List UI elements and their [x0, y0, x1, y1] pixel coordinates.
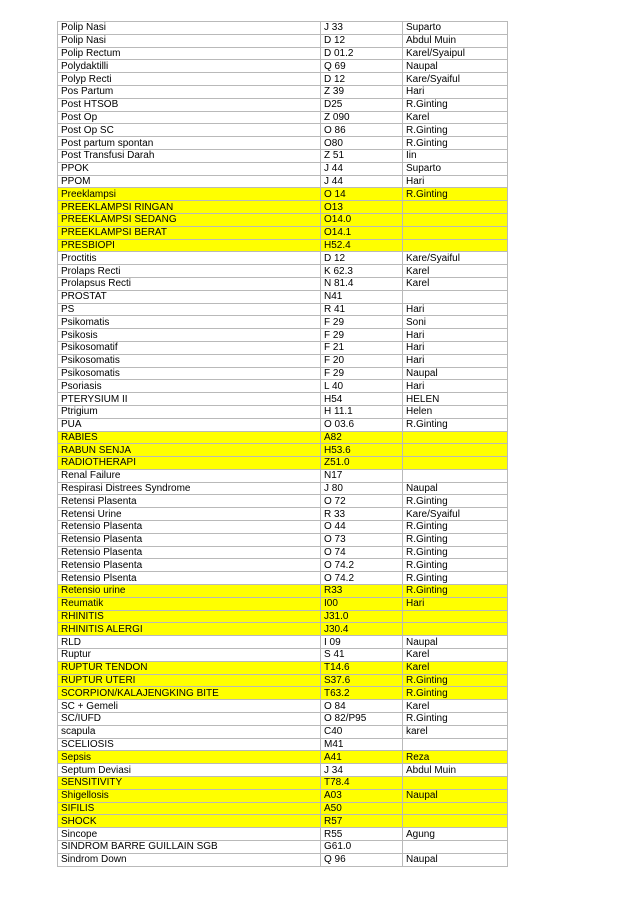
diagnosis-name-cell: Polip Nasi: [58, 22, 321, 35]
table-row: [58, 201, 508, 214]
icd-code-cell: H52.4: [321, 239, 403, 252]
table-row: [58, 162, 508, 175]
table-row: [58, 226, 508, 239]
icd-code-cell: O 86: [321, 124, 403, 137]
assignee-cell: [403, 444, 508, 457]
icd-code-cell: K 62.3: [321, 265, 403, 278]
icd-code-cell: F 29: [321, 329, 403, 342]
diagnosis-name-cell: Psoriasis: [58, 380, 321, 393]
diagnosis-name-cell: Post HTSOB: [58, 98, 321, 111]
table-row: [58, 303, 508, 316]
icd-code-cell: R 33: [321, 508, 403, 521]
diagnosis-name-cell: Polydaktilli: [58, 60, 321, 73]
assignee-cell: Karel/Syaipul: [403, 47, 508, 60]
assignee-cell: R.Ginting: [403, 674, 508, 687]
assignee-cell: Hari: [403, 329, 508, 342]
table-row: [58, 585, 508, 598]
table-row: [58, 802, 508, 815]
diagnosis-name-cell: RABUN SENJA: [58, 444, 321, 457]
table-row: [58, 700, 508, 713]
assignee-cell: Karel: [403, 700, 508, 713]
diagnosis-name-cell: Psikosomatis: [58, 354, 321, 367]
table-row: [58, 34, 508, 47]
table-row: [58, 713, 508, 726]
diagnosis-name-cell: Shigellosis: [58, 789, 321, 802]
icd-code-cell: J 44: [321, 175, 403, 188]
diagnosis-name-cell: PRESBIOPI: [58, 239, 321, 252]
icd-code-cell: R33: [321, 585, 403, 598]
icd-code-cell: D 01.2: [321, 47, 403, 60]
icd-code-cell: D 12: [321, 34, 403, 47]
assignee-cell: R.Ginting: [403, 687, 508, 700]
diagnosis-name-cell: RHINITIS: [58, 610, 321, 623]
diagnosis-name-cell: Retensio Plasenta: [58, 559, 321, 572]
diagnosis-name-cell: Retensio Plsenta: [58, 572, 321, 585]
assignee-cell: [403, 610, 508, 623]
table-row: [58, 495, 508, 508]
diagnosis-name-cell: Prolapsus Recti: [58, 277, 321, 290]
diagnosis-name-cell: RABIES: [58, 431, 321, 444]
icd-code-cell: D 12: [321, 73, 403, 86]
table-row: [58, 149, 508, 162]
diagnosis-name-cell: PTERYSIUM II: [58, 393, 321, 406]
diagnosis-name-cell: Retensio Plasenta: [58, 546, 321, 559]
assignee-cell: Naupal: [403, 60, 508, 73]
assignee-cell: Helen: [403, 405, 508, 418]
assignee-cell: [403, 457, 508, 470]
assignee-cell: Iin: [403, 149, 508, 162]
diagnosis-name-cell: Retensi Plasenta: [58, 495, 321, 508]
assignee-cell: R.Ginting: [403, 572, 508, 585]
diagnosis-name-cell: Psikosomatis: [58, 367, 321, 380]
assignee-cell: Hari: [403, 303, 508, 316]
table-row: [58, 213, 508, 226]
icd-code-cell: H 11.1: [321, 405, 403, 418]
table-row: [58, 405, 508, 418]
icd-code-cell: J31.0: [321, 610, 403, 623]
diagnosis-name-cell: RHINITIS ALERGI: [58, 623, 321, 636]
table-row: [58, 60, 508, 73]
table-row: [58, 597, 508, 610]
icd-code-cell: Z 090: [321, 111, 403, 124]
table-row: [58, 521, 508, 534]
diagnosis-name-cell: RUPTUR TENDON: [58, 661, 321, 674]
assignee-cell: Hari: [403, 380, 508, 393]
assignee-cell: Suparto: [403, 22, 508, 35]
table-row: [58, 252, 508, 265]
icd-code-cell: Z51.0: [321, 457, 403, 470]
assignee-cell: Karel: [403, 661, 508, 674]
icd-code-cell: Z 39: [321, 85, 403, 98]
table-row: [58, 777, 508, 790]
icd-code-cell: T63.2: [321, 687, 403, 700]
assignee-cell: [403, 239, 508, 252]
table-row: [58, 85, 508, 98]
assignee-cell: [403, 841, 508, 854]
diagnosis-name-cell: PREEKLAMPSI RINGAN: [58, 201, 321, 214]
table-row: [58, 789, 508, 802]
icd-code-cell: F 29: [321, 316, 403, 329]
assignee-cell: R.Ginting: [403, 713, 508, 726]
diagnosis-name-cell: Sindrom Down: [58, 853, 321, 866]
icd-code-cell: Q 69: [321, 60, 403, 73]
icd-code-cell: O 74.2: [321, 572, 403, 585]
icd-code-cell: R 41: [321, 303, 403, 316]
icd-code-cell: J 44: [321, 162, 403, 175]
icd-code-cell: O 14: [321, 188, 403, 201]
assignee-cell: [403, 738, 508, 751]
icd-code-cell: A50: [321, 802, 403, 815]
diagnosis-name-cell: Post Op SC: [58, 124, 321, 137]
assignee-cell: R.Ginting: [403, 137, 508, 150]
table-row: [58, 418, 508, 431]
diagnosis-name-cell: Psikosis: [58, 329, 321, 342]
table-row: [58, 546, 508, 559]
icd-code-cell: Q 96: [321, 853, 403, 866]
icd-code-cell: T14.6: [321, 661, 403, 674]
table-row: [58, 137, 508, 150]
assignee-cell: Reza: [403, 751, 508, 764]
icd-code-cell: F 20: [321, 354, 403, 367]
assignee-cell: karel: [403, 725, 508, 738]
icd-code-cell: G61.0: [321, 841, 403, 854]
icd-code-cell: A03: [321, 789, 403, 802]
table-row: [58, 508, 508, 521]
table-row: [58, 47, 508, 60]
diagnosis-name-cell: PREEKLAMPSI BERAT: [58, 226, 321, 239]
icd-code-cell: T78.4: [321, 777, 403, 790]
assignee-cell: [403, 213, 508, 226]
icd-code-cell: H53.6: [321, 444, 403, 457]
table-row: [58, 853, 508, 866]
table-row: [58, 469, 508, 482]
assignee-cell: [403, 469, 508, 482]
table-row: [58, 431, 508, 444]
diagnosis-code-table: [57, 21, 508, 867]
icd-code-cell: O 82/P95: [321, 713, 403, 726]
assignee-cell: [403, 623, 508, 636]
diagnosis-name-cell: SC/IUFD: [58, 713, 321, 726]
table-row: [58, 175, 508, 188]
icd-code-cell: R57: [321, 815, 403, 828]
assignee-cell: Kare/Syaiful: [403, 252, 508, 265]
table-row: [58, 687, 508, 700]
diagnosis-name-cell: Sincope: [58, 828, 321, 841]
table-row: [58, 393, 508, 406]
diagnosis-name-cell: Pos Partum: [58, 85, 321, 98]
diagnosis-name-cell: Proctitis: [58, 252, 321, 265]
icd-code-cell: O 72: [321, 495, 403, 508]
icd-code-cell: O14.1: [321, 226, 403, 239]
table-row: [58, 188, 508, 201]
table-row: [58, 316, 508, 329]
assignee-cell: Naupal: [403, 482, 508, 495]
assignee-cell: Hari: [403, 341, 508, 354]
table-row: [58, 111, 508, 124]
diagnosis-name-cell: PPOM: [58, 175, 321, 188]
table-row: [58, 265, 508, 278]
icd-code-cell: O 03.6: [321, 418, 403, 431]
icd-code-cell: O80: [321, 137, 403, 150]
icd-code-cell: O14.0: [321, 213, 403, 226]
icd-code-cell: A41: [321, 751, 403, 764]
assignee-cell: Karel: [403, 649, 508, 662]
diagnosis-name-cell: Reumatik: [58, 597, 321, 610]
assignee-cell: R.Ginting: [403, 559, 508, 572]
icd-code-cell: J 34: [321, 764, 403, 777]
assignee-cell: R.Ginting: [403, 546, 508, 559]
assignee-cell: Naupal: [403, 853, 508, 866]
icd-code-cell: D 12: [321, 252, 403, 265]
assignee-cell: R.Ginting: [403, 495, 508, 508]
diagnosis-name-cell: SC + Gemeli: [58, 700, 321, 713]
table-row: [58, 674, 508, 687]
icd-code-cell: J30.4: [321, 623, 403, 636]
assignee-cell: R.Ginting: [403, 188, 508, 201]
diagnosis-name-cell: PROSTAT: [58, 290, 321, 303]
icd-code-cell: S 41: [321, 649, 403, 662]
diagnosis-name-cell: Retensio Plasenta: [58, 533, 321, 546]
table-body: [58, 22, 508, 867]
diagnosis-name-cell: Renal Failure: [58, 469, 321, 482]
assignee-cell: Agung: [403, 828, 508, 841]
assignee-cell: Hari: [403, 85, 508, 98]
table-row: [58, 841, 508, 854]
assignee-cell: Karel: [403, 277, 508, 290]
assignee-cell: Naupal: [403, 367, 508, 380]
table-row: [58, 649, 508, 662]
icd-code-cell: Z 51: [321, 149, 403, 162]
assignee-cell: R.Ginting: [403, 521, 508, 534]
diagnosis-name-cell: Post Op: [58, 111, 321, 124]
assignee-cell: Karel: [403, 111, 508, 124]
diagnosis-name-cell: Retensio Plasenta: [58, 521, 321, 534]
assignee-cell: Hari: [403, 597, 508, 610]
diagnosis-name-cell: Psikosomatif: [58, 341, 321, 354]
assignee-cell: Naupal: [403, 789, 508, 802]
icd-code-cell: H54: [321, 393, 403, 406]
icd-code-cell: F 29: [321, 367, 403, 380]
table-row: [58, 124, 508, 137]
diagnosis-name-cell: Psikomatis: [58, 316, 321, 329]
assignee-cell: [403, 802, 508, 815]
diagnosis-name-cell: Post Transfusi Darah: [58, 149, 321, 162]
table-row: [58, 815, 508, 828]
diagnosis-name-cell: SCELIOSIS: [58, 738, 321, 751]
table-row: [58, 828, 508, 841]
assignee-cell: R.Ginting: [403, 585, 508, 598]
table-row: [58, 610, 508, 623]
diagnosis-name-cell: Ruptur: [58, 649, 321, 662]
table-row: [58, 367, 508, 380]
table-row: [58, 457, 508, 470]
table-row: [58, 73, 508, 86]
diagnosis-name-cell: RLD: [58, 636, 321, 649]
table-row: [58, 341, 508, 354]
assignee-cell: Hari: [403, 175, 508, 188]
table-row: [58, 533, 508, 546]
assignee-cell: [403, 777, 508, 790]
table-row: [58, 239, 508, 252]
assignee-cell: Abdul Muin: [403, 764, 508, 777]
assignee-cell: [403, 815, 508, 828]
diagnosis-name-cell: Respirasi Distrees Syndrome: [58, 482, 321, 495]
assignee-cell: Abdul Muin: [403, 34, 508, 47]
table-row: [58, 380, 508, 393]
diagnosis-name-cell: Post partum spontan: [58, 137, 321, 150]
icd-code-cell: I 09: [321, 636, 403, 649]
assignee-cell: [403, 226, 508, 239]
icd-code-cell: A82: [321, 431, 403, 444]
table-row: [58, 636, 508, 649]
diagnosis-name-cell: PUA: [58, 418, 321, 431]
assignee-cell: Karel: [403, 265, 508, 278]
icd-code-cell: O 74: [321, 546, 403, 559]
assignee-cell: Suparto: [403, 162, 508, 175]
diagnosis-name-cell: Polip Nasi: [58, 34, 321, 47]
icd-code-cell: N 81.4: [321, 277, 403, 290]
assignee-cell: R.Ginting: [403, 418, 508, 431]
assignee-cell: Kare/Syaiful: [403, 73, 508, 86]
table-row: [58, 482, 508, 495]
table-row: [58, 764, 508, 777]
icd-code-cell: L 40: [321, 380, 403, 393]
assignee-cell: Kare/Syaiful: [403, 508, 508, 521]
diagnosis-name-cell: PS: [58, 303, 321, 316]
icd-code-cell: S37.6: [321, 674, 403, 687]
icd-code-cell: R55: [321, 828, 403, 841]
diagnosis-name-cell: Septum Deviasi: [58, 764, 321, 777]
icd-code-cell: I00: [321, 597, 403, 610]
assignee-cell: [403, 290, 508, 303]
table-row: [58, 572, 508, 585]
icd-code-cell: O13: [321, 201, 403, 214]
table-row: [58, 661, 508, 674]
diagnosis-name-cell: RUPTUR UTERI: [58, 674, 321, 687]
assignee-cell: R.Ginting: [403, 533, 508, 546]
diagnosis-name-cell: Polyp Recti: [58, 73, 321, 86]
diagnosis-name-cell: SENSITIVITY: [58, 777, 321, 790]
table-row: [58, 738, 508, 751]
icd-code-cell: D25: [321, 98, 403, 111]
assignee-cell: [403, 431, 508, 444]
diagnosis-name-cell: Retensi Urine: [58, 508, 321, 521]
assignee-cell: R.Ginting: [403, 98, 508, 111]
diagnosis-name-cell: SHOCK: [58, 815, 321, 828]
diagnosis-name-cell: scapula: [58, 725, 321, 738]
diagnosis-name-cell: Prolaps Recti: [58, 265, 321, 278]
diagnosis-name-cell: Retensio urine: [58, 585, 321, 598]
table-row: [58, 329, 508, 342]
table-row: [58, 725, 508, 738]
table-row: [58, 751, 508, 764]
icd-code-cell: N17: [321, 469, 403, 482]
icd-code-cell: J 33: [321, 22, 403, 35]
assignee-cell: Naupal: [403, 636, 508, 649]
icd-code-cell: N41: [321, 290, 403, 303]
icd-code-cell: F 21: [321, 341, 403, 354]
assignee-cell: [403, 201, 508, 214]
diagnosis-name-cell: PREEKLAMPSI SEDANG: [58, 213, 321, 226]
icd-code-cell: O 84: [321, 700, 403, 713]
assignee-cell: HELEN: [403, 393, 508, 406]
diagnosis-name-cell: RADIOTHERAPI: [58, 457, 321, 470]
icd-code-cell: O 74.2: [321, 559, 403, 572]
icd-code-cell: O 44: [321, 521, 403, 534]
table-row: [58, 277, 508, 290]
diagnosis-name-cell: PPOK: [58, 162, 321, 175]
assignee-cell: Soni: [403, 316, 508, 329]
diagnosis-name-cell: SINDROM BARRE GUILLAIN SGB: [58, 841, 321, 854]
diagnosis-name-cell: Preeklampsi: [58, 188, 321, 201]
icd-code-cell: O 73: [321, 533, 403, 546]
table-row: [58, 559, 508, 572]
icd-code-cell: J 80: [321, 482, 403, 495]
icd-code-cell: C40: [321, 725, 403, 738]
diagnosis-name-cell: SCORPION/KALAJENGKING BITE: [58, 687, 321, 700]
table-row: [58, 444, 508, 457]
diagnosis-name-cell: Sepsis: [58, 751, 321, 764]
icd-code-cell: M41: [321, 738, 403, 751]
assignee-cell: R.Ginting: [403, 124, 508, 137]
diagnosis-name-cell: SIFILIS: [58, 802, 321, 815]
diagnosis-name-cell: Polip Rectum: [58, 47, 321, 60]
table-row: [58, 22, 508, 35]
assignee-cell: Hari: [403, 354, 508, 367]
table-row: [58, 354, 508, 367]
table-row: [58, 98, 508, 111]
diagnosis-name-cell: Ptrigium: [58, 405, 321, 418]
table-row: [58, 290, 508, 303]
table-row: [58, 623, 508, 636]
